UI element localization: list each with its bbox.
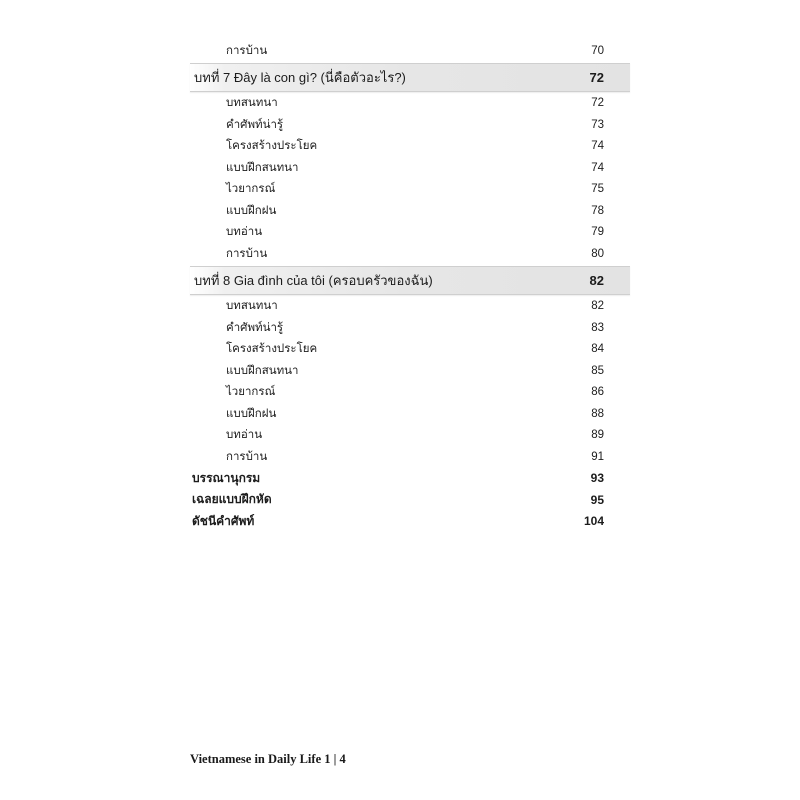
toc-entry-row [190, 93, 630, 115]
toc-entry-label: การบ้าน [226, 450, 268, 463]
toc-entry-row [190, 360, 630, 382]
toc-page-number: 83 [591, 321, 604, 334]
toc-entry-row [190, 222, 630, 244]
toc-page-number: 93 [590, 471, 604, 486]
toc-section-row [190, 489, 630, 511]
toc-entry-row [190, 200, 630, 222]
toc-entry-label: แบบฝึกสนทนา [226, 364, 299, 377]
toc-entry-label: คำศัพท์น่ารู้ [226, 321, 284, 334]
toc-section-row [190, 468, 630, 490]
toc-entry-row [190, 157, 630, 179]
toc-page-number: 89 [591, 429, 604, 442]
toc-entry-label: บทอ่าน [226, 429, 263, 442]
toc-entry-label: บทสนทนา [226, 97, 278, 110]
toc-entry-label: ดัชนีคำศัพท์ [192, 513, 255, 528]
toc-page-number: 75 [591, 183, 604, 196]
toc-entry-label: แบบฝึกฝน [226, 407, 277, 420]
toc-page-number: 74 [591, 161, 604, 174]
toc-entry-label: แบบฝึกฝน [226, 204, 277, 217]
toc-entry-label: บรรณานุกรม [192, 470, 261, 485]
toc-entry-row [190, 114, 630, 136]
toc-entry-label: โครงสร้างประโยค [226, 343, 318, 356]
toc-entry-label: เฉลยแบบฝึกหัด [192, 492, 272, 507]
toc-page-number: 84 [591, 343, 604, 356]
toc-entry-row [190, 179, 630, 201]
toc-entry-label: บทสนทนา [226, 300, 278, 313]
toc-page-number: 95 [590, 492, 604, 507]
page-footer: Vietnamese in Daily Life 1 | 4 [190, 752, 346, 766]
toc-page-number: 80 [591, 247, 604, 260]
toc-entry-row [190, 40, 630, 62]
toc-entry-label: การบ้าน [226, 44, 268, 57]
toc-section-row [190, 511, 630, 533]
toc-page-number: 85 [591, 364, 604, 377]
toc-entry-label: บทที่ 8 Gia đình của tôi (ครอบครัวของฉัน) [194, 272, 433, 288]
toc-page-number: 82 [589, 272, 604, 288]
toc-entry-row [190, 446, 630, 468]
toc-page-number: 78 [591, 204, 604, 217]
toc-page-number: 72 [589, 69, 604, 85]
toc-chapter-row [190, 63, 630, 92]
toc-entry-row [190, 339, 630, 361]
toc-page-number: 82 [591, 300, 604, 313]
toc-entry-label: บทที่ 7 Đây là con gì? (นี่คือตัวอะไร?) [194, 69, 406, 85]
toc-entry-row [190, 243, 630, 265]
toc-entry-row [190, 425, 630, 447]
toc-entry-label: บทอ่าน [226, 226, 263, 239]
toc-page-number: 104 [583, 514, 604, 529]
toc-page-number: 91 [591, 450, 604, 463]
toc-entry-label: โครงสร้างประโยค [226, 140, 318, 153]
toc-page-number: 88 [591, 407, 604, 420]
toc-page-number: 70 [591, 44, 604, 57]
toc-entry-row [190, 382, 630, 404]
toc-page-number: 74 [591, 140, 604, 153]
table-of-contents [190, 40, 630, 532]
toc-entry-row [190, 403, 630, 425]
toc-page-number: 73 [591, 118, 604, 131]
toc-entry-label: แบบฝึกสนทนา [226, 161, 299, 174]
toc-page-number: 72 [591, 97, 604, 110]
toc-entry-row [190, 317, 630, 339]
toc-entry-label: คำศัพท์น่ารู้ [226, 118, 284, 131]
toc-entry-row [190, 136, 630, 158]
toc-page-number: 79 [591, 226, 604, 239]
toc-entry-label: ไวยากรณ์ [226, 183, 276, 196]
toc-entry-label: ไวยากรณ์ [226, 386, 276, 399]
toc-entry-label: การบ้าน [226, 247, 268, 260]
toc-page-number: 86 [591, 386, 604, 399]
toc-entry-row [190, 296, 630, 318]
toc-chapter-row [190, 266, 630, 295]
